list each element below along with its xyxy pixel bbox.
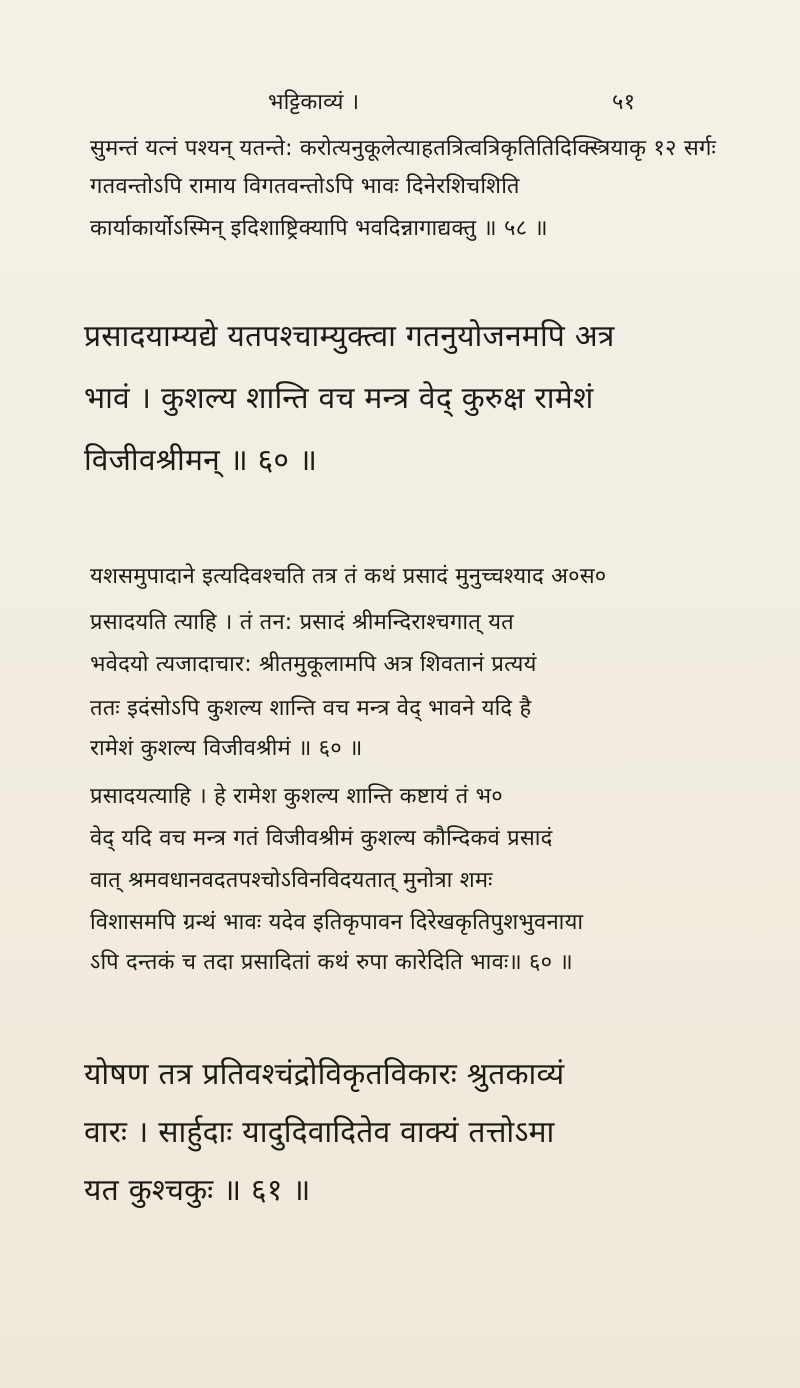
commentary-line: रामेशं कुशल्य विजीवश्रीमं ॥ ६० ॥ [90, 736, 363, 761]
commentary-line: ततः इदंसोऽपि कुशल्य शान्ति वच मन्त्र वेद् भावने यदि है [90, 696, 532, 721]
commentary-line: वात् श्रमवधानवदतपश्चोऽविनविदयतात् मुनोत्रा शमः [90, 868, 493, 893]
commentary-line: गतवन्तोऽपि रामाय विगतवन्तोऽपि भावः दिनेरशिचशिति [90, 174, 520, 199]
verse-line: प्रसादयाम्यद्ये यतपश्चाम्युक्त्वा गतनुयोजनमपि अत्र [84, 319, 615, 354]
commentary-line: प्रसादयत्याहि । हे रामेश कुशल्य शान्ति कष्टायं तं भ० [90, 784, 503, 809]
verse-line: योषण तत्र प्रतिवश्चंद्रोविकृतविकारः श्रुतकाव्यं [84, 1057, 565, 1092]
commentary-line: वेद् यदि वच मन्त्र गतं विजीवश्रीमं कुशल्य कौन्दिकवं प्रसादं [90, 826, 553, 851]
commentary-line: सुमन्तं यत्नं पश्यन् यतन्ते: करोत्यनुकूलेत्याहतत्रित्वत्रिकृतितिदिक्स्त्रियाकृ १२ सर्गः [90, 136, 716, 161]
verse-line: यत कुश्चकुः ॥ ६१ ॥ [84, 1173, 311, 1208]
verse-line: विजीवश्रीमन् ॥ ६० ॥ [84, 443, 318, 478]
commentary-line: विशासमपि ग्रन्थं भावः यदेव इतिकृपावन दिरेखकृतिपुशभुवनाया [90, 910, 584, 935]
running-title: भट्टिकाव्यं । [268, 90, 360, 115]
commentary-line: भवेदयो त्यजादाचार: श्रीतमुकूलामपि अत्र शिवतानं प्रत्ययं [90, 652, 537, 677]
commentary-line: प्रसादयति त्याहि । तं तन: प्रसादं श्रीमन्दिराश्चगात् यत [90, 610, 514, 635]
verse-line: भावं । कुशल्य शान्ति वच मन्त्र वेद् कुरुक्ष रामेशं [84, 381, 594, 416]
commentary-line: यशसमुपादाने इत्यदिवश्चति तत्र तं कथं प्रसादं मुनुच्चश्याद अ०स० [90, 564, 607, 589]
page-number: ५१ [612, 90, 636, 115]
commentary-line: ऽपि दन्तकं च तदा प्रसादितां कथं रुपा कारेदिति भावः॥ ६० ॥ [90, 950, 573, 975]
commentary-line: कार्याकार्योऽस्मिन् इदिशाष्ट्रिक्यापि भवदिन्नागाद्यक्तु ॥ ५८ ॥ [90, 216, 548, 241]
verse-line: वारः । सार्हुदाः यादुदिवादितेव वाक्यं तत्तोऽमा [84, 1115, 555, 1150]
